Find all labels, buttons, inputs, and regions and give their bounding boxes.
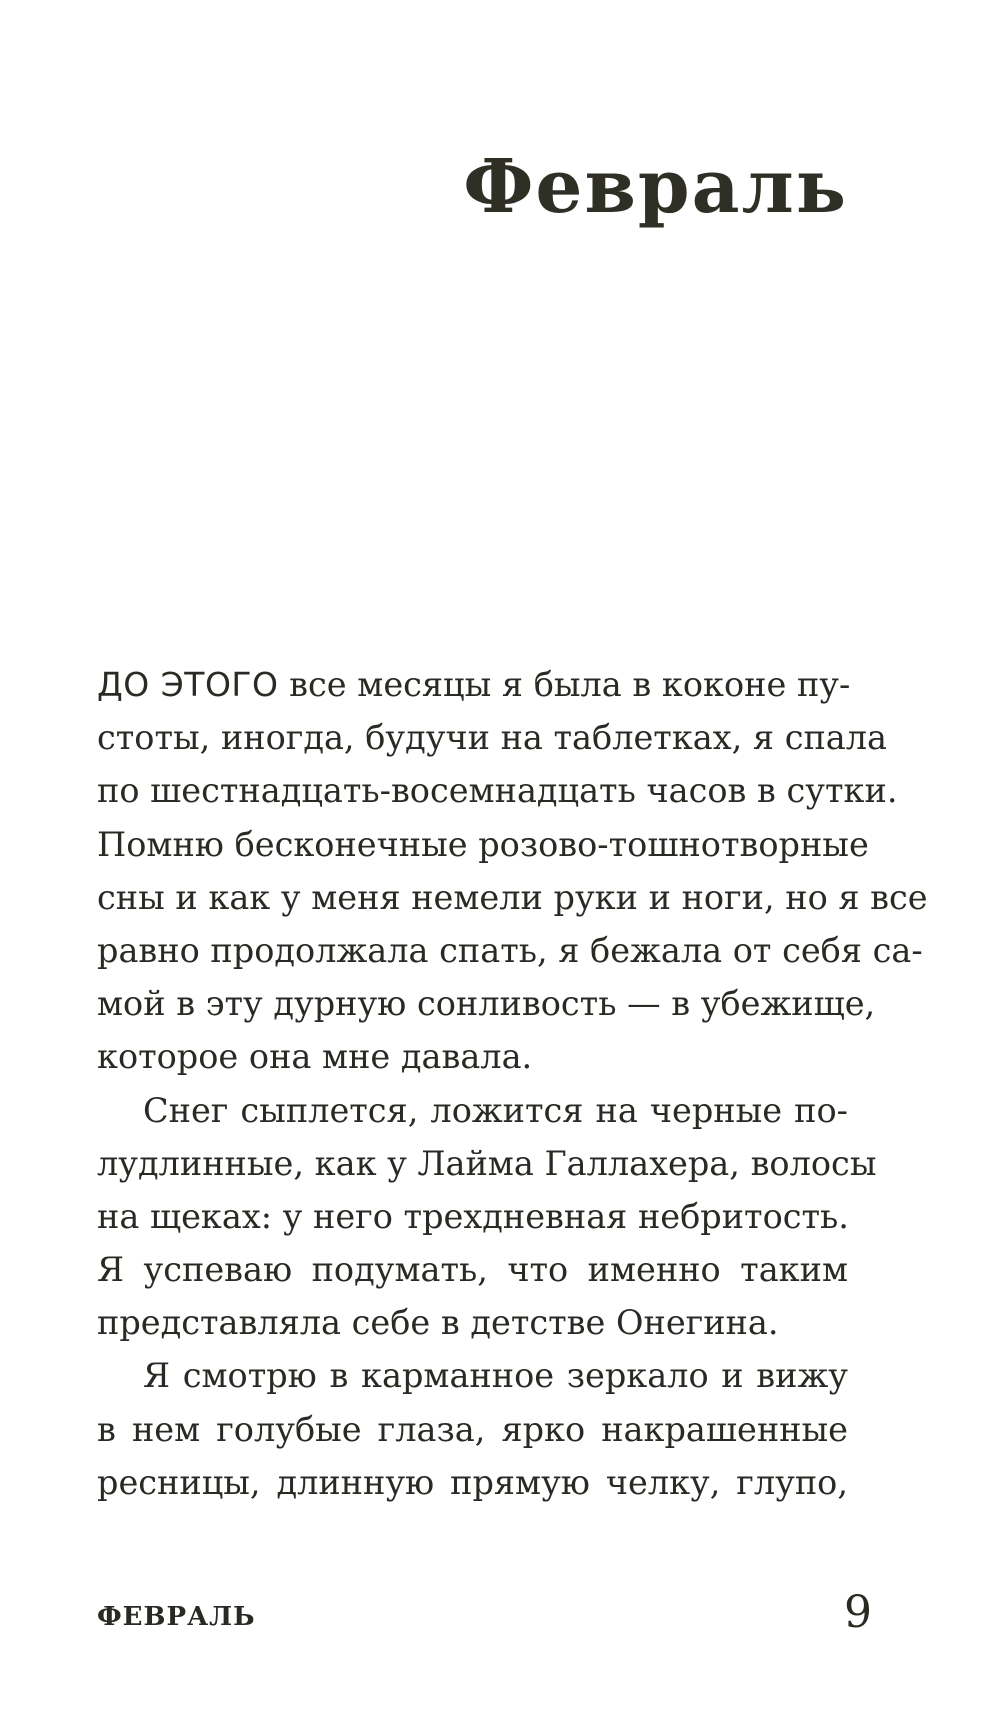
text-line: сны и как у меня немели руки и ноги, но я все bbox=[97, 877, 928, 917]
text-line: Помню бесконечные розово-тошнотворные bbox=[97, 824, 869, 864]
paragraph-lead: ДО ЭТОГО bbox=[97, 665, 279, 704]
text-line: которое она мне давала. bbox=[97, 1037, 533, 1077]
text-line-content: все месяцы я была в коконе пу- bbox=[278, 665, 851, 704]
text-line bbox=[97, 658, 851, 711]
text-line: Я смотрю в карманное зеркало и вижу bbox=[143, 1356, 848, 1396]
body-text bbox=[97, 658, 928, 1509]
text-line: ресницы, длинную прямую челку, глупо, bbox=[97, 1462, 848, 1502]
text-line: стоты, иногда, будучи на таблетках, я спала bbox=[97, 718, 888, 758]
chapter-title: Февраль bbox=[463, 144, 848, 230]
text-line: по шестнадцать-восемнадцать часов в сутки. bbox=[97, 771, 898, 811]
text-line: лудлинные, как у Лайма Галлахера, волосы bbox=[97, 1143, 877, 1183]
running-head: ФЕВРАЛЬ bbox=[97, 1602, 256, 1632]
text-line: Я успеваю подумать, что именно таким bbox=[97, 1250, 848, 1290]
text-line: равно продолжала спать, я бежала от себя са- bbox=[97, 930, 923, 970]
text-line: в нем голубые глаза, ярко накрашенные bbox=[97, 1409, 848, 1449]
text-line: мой в эту дурную сонливость — в убежище, bbox=[97, 984, 876, 1024]
page-number: 9 bbox=[844, 1587, 872, 1638]
text-line: представляла себе в детстве Онегина. bbox=[97, 1303, 779, 1343]
text-line: на щеках: у него трехдневная небритость. bbox=[97, 1196, 849, 1236]
text-line: Снег сыплется, ложится на черные по- bbox=[143, 1090, 848, 1130]
